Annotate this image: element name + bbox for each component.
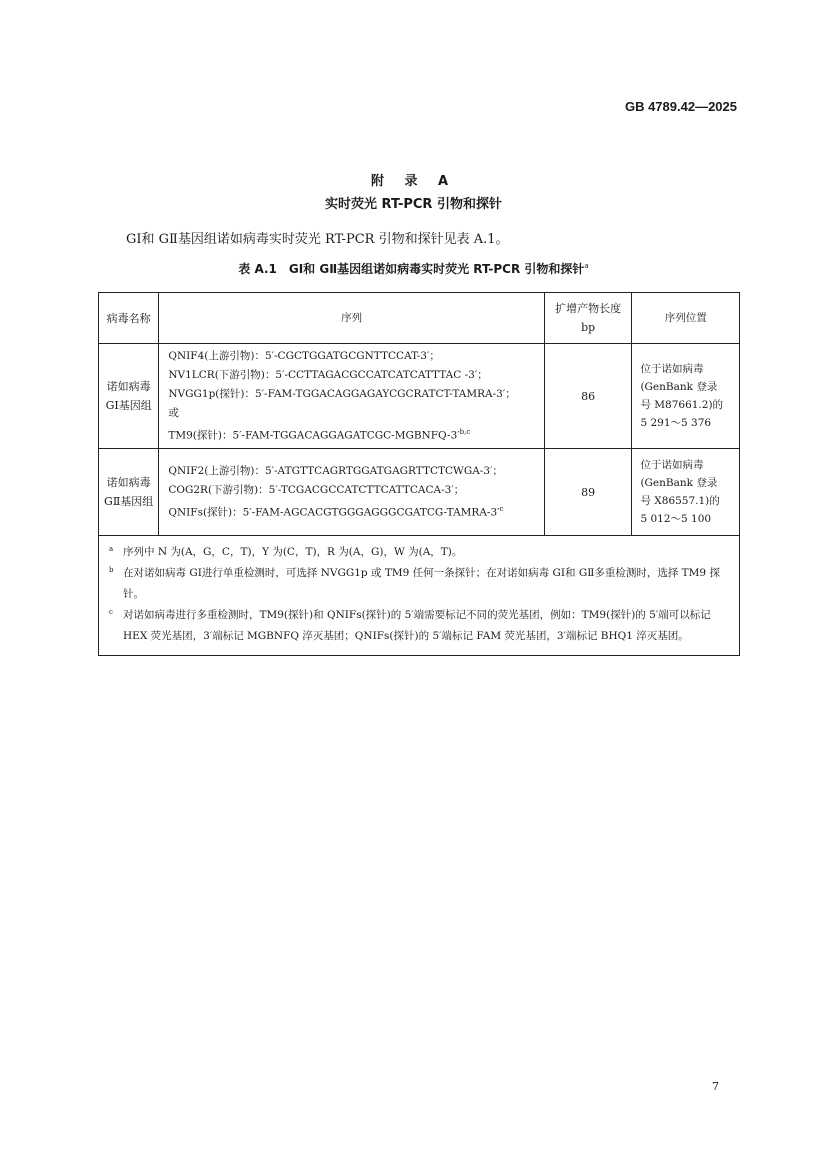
table-row [99, 344, 740, 449]
sequence-line: QNIF2(上游引物)：5′-ATGTTCAGRTGGATGAGRTTCTCWGA-3′； [168, 464, 503, 477]
table-caption-text: 表 A.1 GⅠ和 GⅡ基因组诺如病毒实时荧光 RT-PCR 引物和探针 [238, 262, 585, 276]
position-cell [632, 344, 740, 449]
position-line: 5 012～5 100 [640, 513, 712, 525]
position-line: 5 291～5 376 [640, 417, 712, 429]
position-line: (GenBank 登录 [640, 381, 718, 393]
header-amplicon-length [544, 293, 632, 344]
position-line: 号 X86557.1)的 [640, 495, 720, 507]
sequence-line [168, 423, 544, 446]
virus-name-cell [99, 449, 159, 536]
appendix-title: 实时荧光 RT-PCR 引物和探针 [325, 197, 502, 212]
virus-name-cell [99, 344, 159, 449]
table-notes-row [99, 536, 740, 656]
virus-name-line: GⅠ基因组 [105, 399, 152, 412]
note-mark: b [109, 566, 114, 574]
table-caption [0, 260, 827, 277]
virus-name-line: 诺如病毒 [106, 380, 151, 393]
virus-name-line: GⅡ基因组 [104, 495, 154, 508]
virus-name-line: 诺如病毒 [106, 476, 151, 489]
sequence-line: NVGG1p(探针)：5′-FAM-TGGACAGGAGAYCGCRATCT-TAMRA-3′； [168, 387, 516, 400]
primer-probe-table [98, 292, 740, 656]
note-text: 序列中 N 为(A，G，C，T)，Y 为(C，T)，R 为(A，G)，W 为(A，T)。 [123, 546, 463, 558]
header-sequence: 序列 [159, 293, 545, 344]
sequence-line: COG2R(下游引物)：5′-TCGACGCCATCTTCATTCACA-3′； [168, 483, 465, 496]
intro-paragraph: GⅠ和 GⅡ基因组诺如病毒实时荧光 RT-PCR 引物和探针见表 A.1。 [126, 232, 509, 247]
page-number: 7 [712, 1080, 719, 1093]
header-virus-name: 病毒名称 [99, 293, 159, 344]
sequence-line: QNIF4(上游引物)：5′-CGCTGGATGCGNTTCCAT-3′； [168, 349, 440, 362]
table-notes [99, 536, 740, 656]
header-amplicon-unit: bp [581, 321, 596, 334]
note-mark: c [109, 608, 113, 616]
position-line: 位于诺如病毒 [640, 459, 704, 471]
note-text: 对诺如病毒进行多重检测时，TM9(探针)和 QNIFs(探针)的 5′端需要标记不同的荧光基团，例如：TM9(探针)的 5′端可以标记 HEX 荧光基团，3′端标记 MGBNFQ 淬灭基团；QNIFs(探针)的 5′端标记 FAM 荧光基团，3′端标记 BHQ1 淬灭基团。 [123, 609, 711, 642]
appendix-label: 附 录 A [370, 174, 457, 189]
sequence-cell [159, 344, 545, 449]
table-caption-footnote-mark: a [584, 262, 589, 270]
header-amplicon-label: 扩增产物长度 [555, 302, 622, 315]
table-note [109, 605, 729, 647]
note-mark: a [109, 545, 114, 553]
note-text: 在对诺如病毒 GⅠ进行单重检测时，可选择 NVGG1p 或 TM9 任何一条探针；在对诺如病毒 GⅠ和 GⅡ多重检测时，选择 TM9 探针。 [123, 567, 720, 600]
table-row [99, 449, 740, 536]
sequence-line [168, 500, 544, 523]
sequence-text: QNIFs(探针)：5′-FAM-AGCACGTGGGAGGGCGATCG-TAMRA-3′ [168, 506, 500, 519]
sequence-cell [159, 449, 545, 536]
position-line: (GenBank 登录 [640, 477, 718, 489]
footnote-mark: b,c [459, 427, 471, 436]
header-sequence-position: 序列位置 [632, 293, 740, 344]
amplicon-cell: 86 [544, 344, 632, 449]
position-line: 位于诺如病毒 [640, 363, 704, 375]
sequence-text: TM9(探针)：5′-FAM-TGGACAGGAGATCGC-MGBNFQ-3′ [168, 429, 460, 442]
amplicon-cell: 89 [544, 449, 632, 536]
sequence-line: NV1LCR(下游引物)：5′-CCTTAGACGCCATCATCATTTAC -3′； [168, 368, 488, 381]
table-note [109, 563, 729, 605]
position-cell [632, 449, 740, 536]
standard-code: GB 4789.42—2025 [624, 99, 737, 114]
footnote-mark: c [499, 504, 504, 513]
table-header-row [99, 293, 740, 344]
table-note [109, 542, 729, 563]
sequence-line: 或 [168, 406, 179, 419]
position-line: 号 M87661.2)的 [640, 399, 724, 411]
